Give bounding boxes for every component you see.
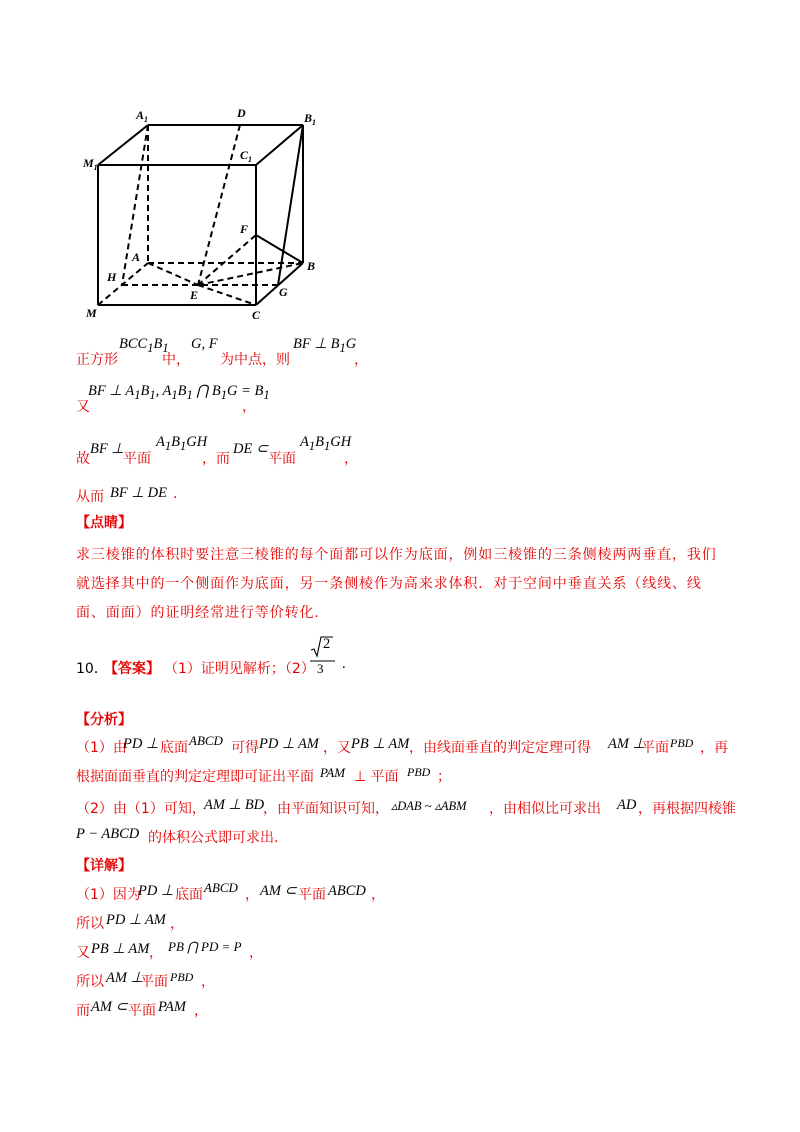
- label-a1: $A_1$: [136, 108, 149, 124]
- detail-line-3: 又 PB ⊥ AM ， PB ⋂ PD = P ，: [76, 939, 263, 961]
- segment-f-b: [256, 235, 303, 263]
- label-b1: $B_1$: [304, 111, 317, 127]
- label-c: C: [252, 308, 261, 322]
- label-m: M: [86, 306, 97, 320]
- detail-line-5: 而 AM ⊂ 平面 PAM ，: [76, 999, 208, 1019]
- label-f: F: [240, 222, 249, 236]
- hidden-e-c: [198, 285, 256, 305]
- proof-line-4: 从而 BF ⊥ DE .: [76, 485, 178, 505]
- hidden-e-f: [198, 235, 256, 285]
- analysis-p1: （1）由 PD ⊥ 底面 ABCD 可得 PD ⊥ AM ，又 PB ⊥ AM ，由线面垂直的判定定理可得 AM ⊥ 平面 PBD ，再: [76, 733, 728, 756]
- dianjing-heading: 【点睛】: [76, 515, 132, 531]
- dianjing-text: 求三棱锥的体积时要注意三棱锥的每个面都可以作为底面，例如三棱锥的三条侧棱两两垂直，我们就选择其中的一个侧面作为底面，另一条侧棱作为高来求体积．对于空间中垂直关系（线线、线面、面面）的证明经常进行等价转化.: [76, 547, 717, 621]
- detail-line-4: 所以 AM ⊥ 平面 PBD ，: [76, 970, 215, 990]
- label-a: A: [132, 250, 141, 264]
- proof-line-2: 又 BF ⊥ $A_1B_1$, $A_1B_1$ ⋂ $B_1G = B_1$ ，: [76, 383, 270, 415]
- analysis-p2b: P − ABCD 的体积公式即可求出.: [76, 826, 279, 846]
- label-d: D: [237, 106, 246, 120]
- detail-line-1: （1）因为 PD ⊥ 底面 ABCD ， AM ⊂ 平面 ABCD ，: [76, 880, 385, 903]
- analysis-p1b: 根据面面垂直的判定定理即可证出平面 PAM ⊥ 平面 PBD ；: [76, 765, 451, 785]
- label-h: H: [107, 270, 117, 284]
- cube-figure: [80, 100, 340, 325]
- edge-c1-b1: [256, 125, 303, 165]
- label-e: E: [190, 288, 199, 302]
- edge-m1-a1: [98, 125, 148, 165]
- label-m1: $M_1$: [83, 156, 98, 172]
- detail-heading: 【详解】: [76, 858, 132, 874]
- hidden-d-e: [198, 125, 240, 285]
- label-g: G: [279, 285, 288, 299]
- q10-answer-line: 10． 【答案】 （1）证明见解析；（2） 2 3 .: [76, 634, 396, 684]
- proof-line-1: 正方形 $BCC_1B_1$ 中， G, F 为中点，则 BF ⊥ $B_1G$ ，: [76, 336, 368, 368]
- proof-line-3: 故 BF ⊥ 平面 $A_1B_1GH$ ，而 DE ⊂ 平面 $A_1B_1GH$ ，: [76, 434, 358, 467]
- analysis-heading: 【分析】: [76, 712, 132, 728]
- label-b: B: [307, 259, 316, 273]
- hidden-e-b: [198, 263, 303, 285]
- detail-line-2: 所以 PD ⊥ AM ，: [76, 912, 184, 932]
- label-c1: $C_1$: [240, 148, 253, 164]
- analysis-p2: （2）由（1）可知， AM ⊥ BD ，由平面知识可知， ▵DAB ~ ▵ABM ，由相似比可求出 AD ，再根据四棱锥: [76, 797, 736, 817]
- hidden-a-e: [148, 263, 198, 285]
